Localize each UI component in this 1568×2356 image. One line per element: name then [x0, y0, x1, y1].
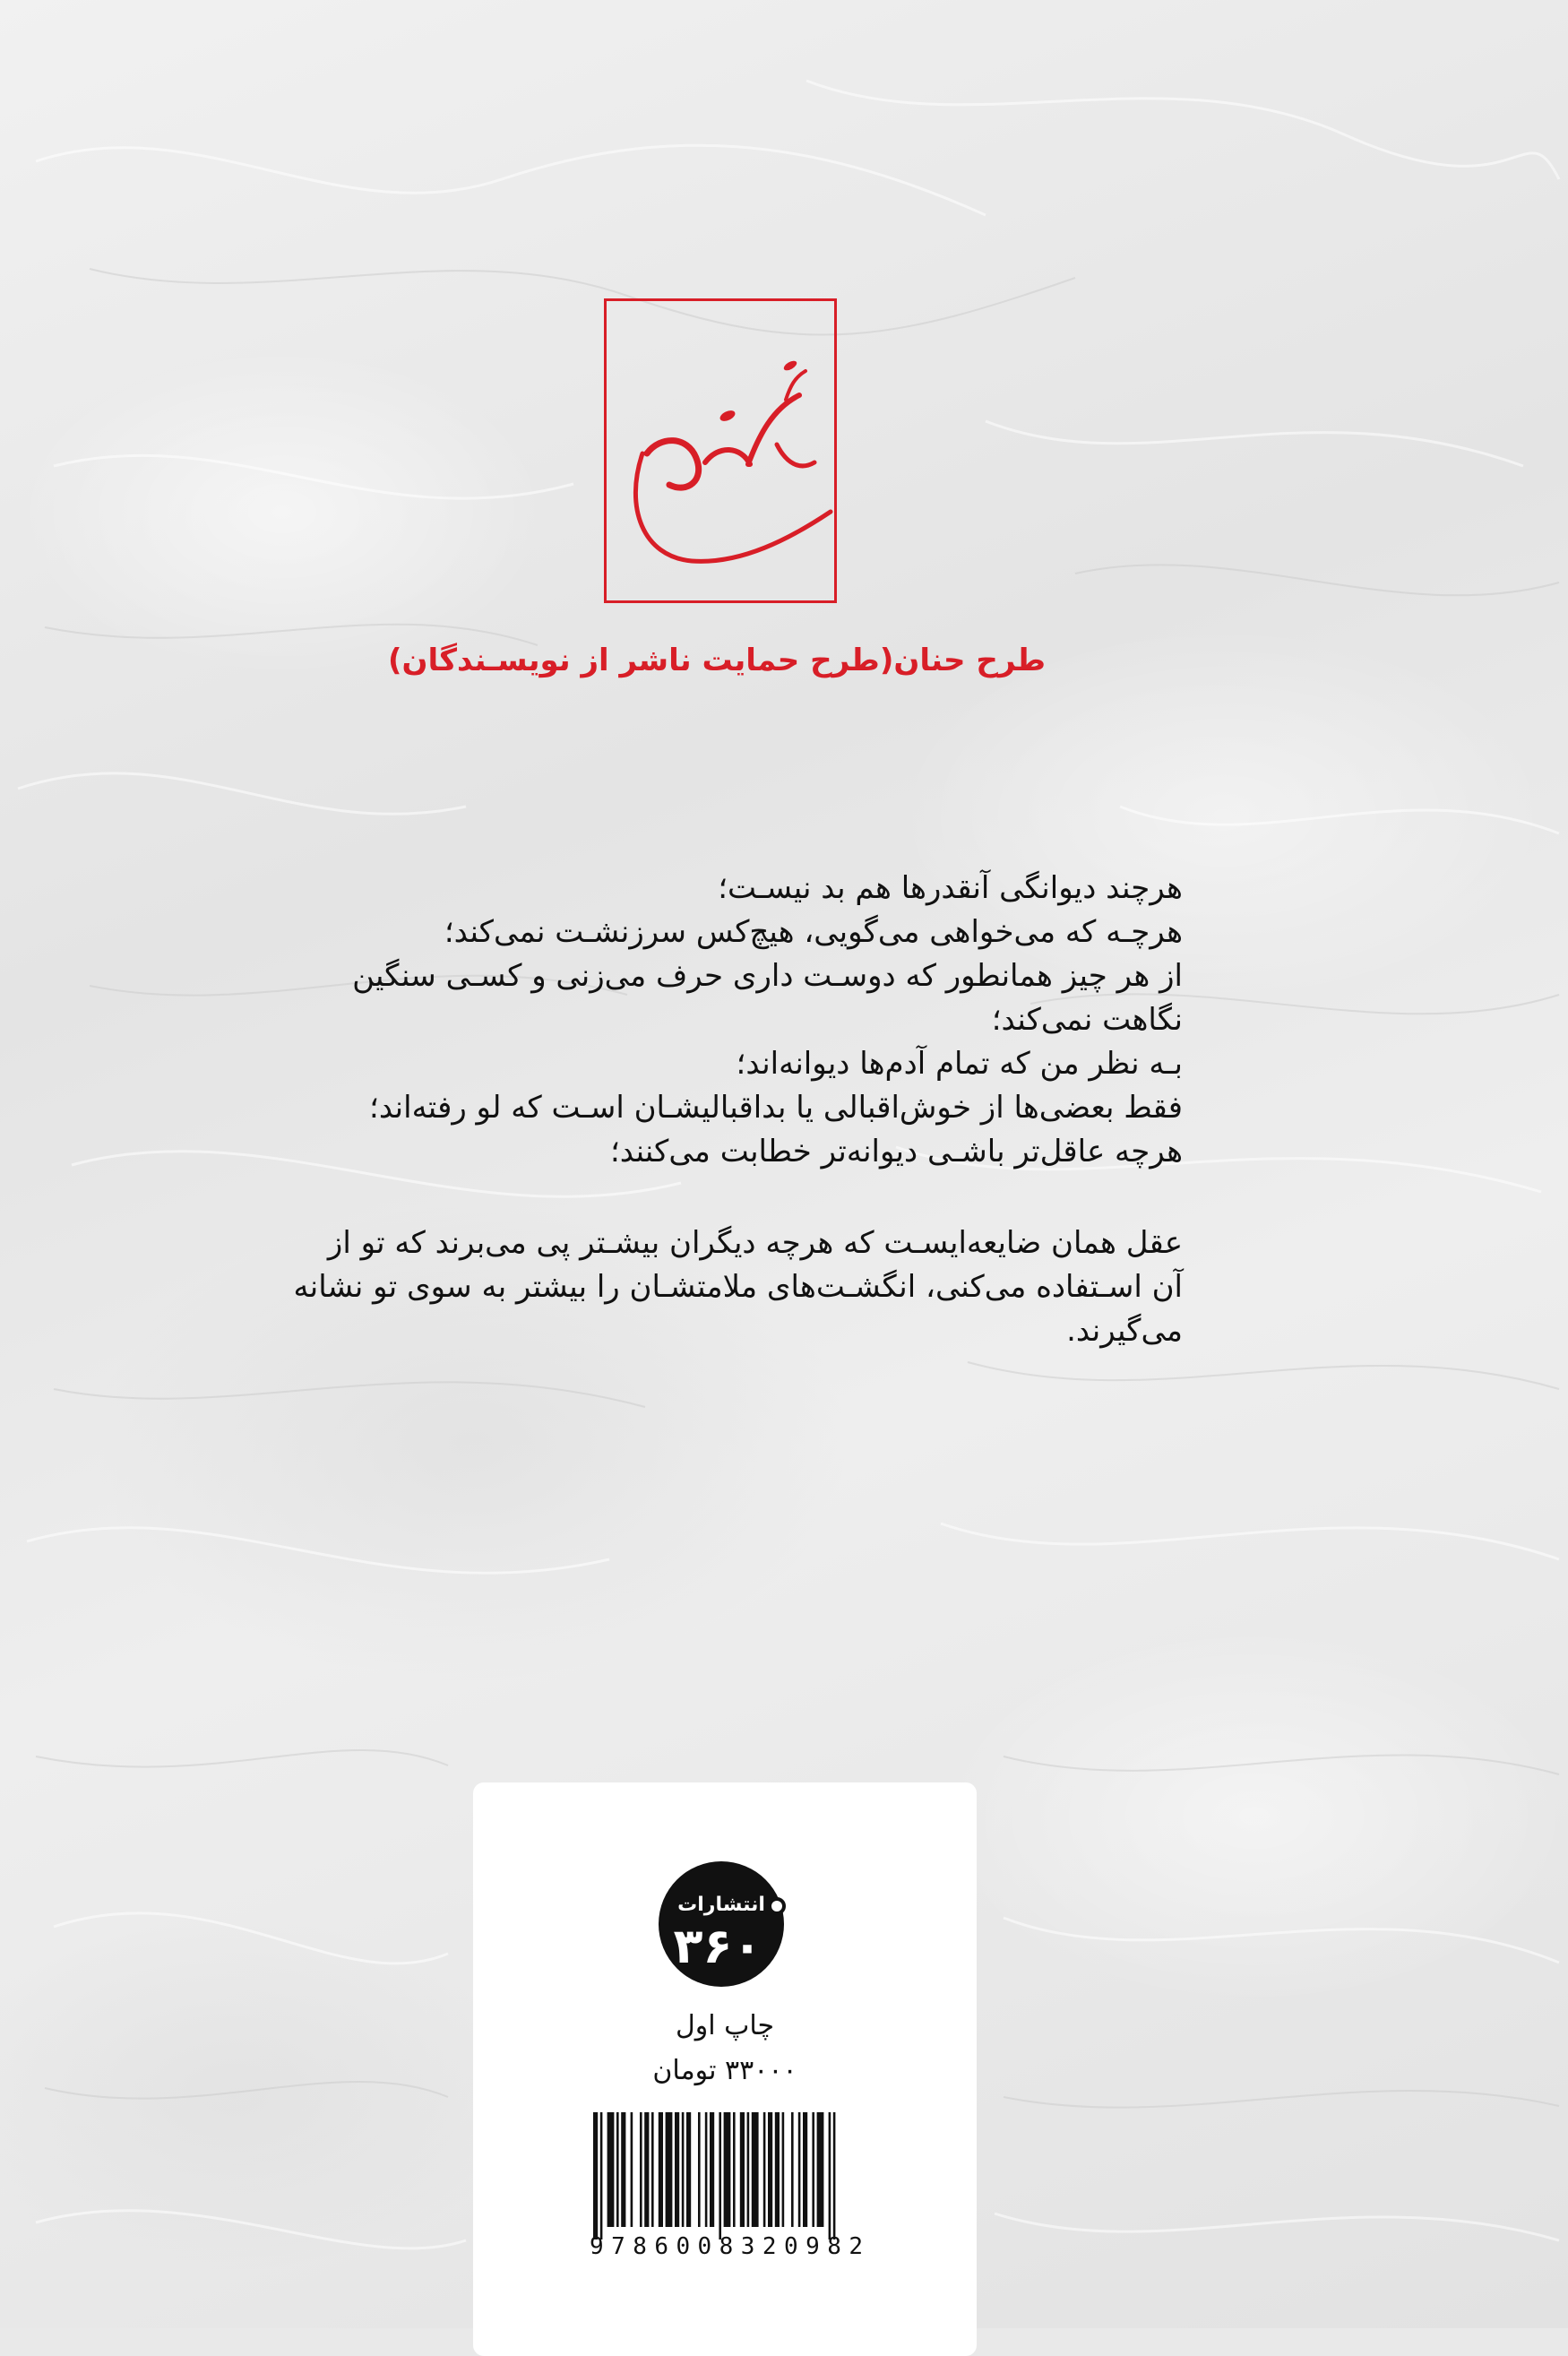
poem-block: [314, 867, 1183, 1174]
barcode-bar: [763, 2112, 766, 2227]
isbn-digit: 8: [719, 2233, 735, 2260]
barcode-bar: [600, 2112, 603, 2239]
barcode-bar: [659, 2112, 663, 2227]
poem-line: هرچـه که می‌خواهی می‌گویی، هیچ‌کس سرزنشـت نمی‌کند؛: [444, 914, 1183, 950]
barcode-bar: [686, 2112, 691, 2227]
barcode-bar: [733, 2112, 736, 2227]
barcode-bar: [833, 2112, 836, 2239]
publisher-logo-number: ۳۶۰: [673, 1918, 762, 1974]
isbn-digit: 8: [827, 2233, 842, 2260]
poem-line: از هر چیز همانطور که دوسـت داری حرف می‌زنی و کسـی سنگین: [352, 958, 1183, 994]
isbn-barcode: [590, 2112, 864, 2239]
barcode-bar: [644, 2112, 649, 2227]
barcode-bar: [747, 2112, 750, 2227]
prose-line: آن اسـتفاده می‌کنی، انگشـت‌های ملامتشـان را بیشتر به سوی تو نشانه: [293, 1269, 1183, 1305]
logo-caption: طرح حنان(طرح حمایت ناشر از نویسـندگان): [387, 643, 1047, 678]
hanan-logo-frame: [604, 298, 837, 603]
isbn-digit: 0: [697, 2233, 713, 2260]
isbn-digit: 2: [762, 2233, 778, 2260]
barcode-bar: [724, 2112, 731, 2227]
hanan-calligraphy-logo: [607, 301, 840, 606]
publisher-logo-word: انتشارات: [677, 1894, 765, 1916]
barcode-bar: [740, 2112, 745, 2227]
poem-line: فقط بعضی‌ها از خوش‌اقبالی یا بداقبالیشـان اسـت که لو رفته‌اند؛: [369, 1090, 1183, 1126]
prose-block: [293, 1221, 1183, 1353]
poem-line: هرچه عاقل‌تر باشـی دیوانه‌تر خطابت می‌کنند؛: [609, 1134, 1183, 1169]
barcode-bar: [768, 2112, 772, 2227]
barcode-bar: [607, 2112, 615, 2227]
barcode-bar: [791, 2112, 794, 2227]
isbn-digit: 6: [654, 2233, 669, 2260]
isbn-digit: 0: [676, 2233, 692, 2260]
barcode-bar: [593, 2112, 598, 2239]
isbn-digit: 2: [849, 2233, 864, 2260]
isbn-digit: 9: [806, 2233, 821, 2260]
publisher-panel: [473, 1782, 977, 2356]
barcode-bar: [752, 2112, 759, 2227]
edition-label: چاپ اول: [675, 2010, 775, 2041]
barcode-bar: [666, 2112, 673, 2227]
isbn-digit: 0: [783, 2233, 799, 2260]
poem-line: نگاهت نمی‌کند؛: [991, 1002, 1183, 1038]
barcode-bar: [775, 2112, 780, 2227]
poem-line: هرچند دیوانگی آنقدرها هم بد نیسـت؛: [718, 870, 1183, 906]
barcode-bar: [621, 2112, 625, 2227]
barcode-bar: [682, 2112, 685, 2227]
barcode-bar: [705, 2112, 708, 2227]
isbn-digit: 8: [633, 2233, 648, 2260]
barcode-bar: [640, 2112, 642, 2227]
barcode-bar: [698, 2112, 701, 2227]
barcode-bar: [817, 2112, 824, 2227]
prose-line: عقل همان ضایعه‌ایسـت که هرچه دیگران بیشـتر پی می‌برند که تو از: [327, 1225, 1183, 1261]
barcode-bar: [651, 2112, 654, 2227]
isbn-digits: [590, 2233, 864, 2260]
barcode-bar: [782, 2112, 785, 2227]
price-label: ۳۳۰۰۰ تومان: [652, 2055, 797, 2086]
publisher-logo: [657, 1857, 791, 1991]
poem-line: بـه نظر من که تمام آدم‌ها دیوانه‌اند؛: [736, 1046, 1183, 1082]
publisher-360-logo-icon: [657, 1857, 791, 1991]
barcode-bar: [616, 2112, 619, 2227]
barcode-bar: [710, 2112, 714, 2227]
isbn-digit: 9: [590, 2233, 605, 2260]
barcode-bar: [719, 2112, 721, 2239]
barcode-bar: [803, 2112, 807, 2227]
barcode-bar: [812, 2112, 814, 2227]
isbn-digit: 7: [611, 2233, 626, 2260]
barcode-bar: [675, 2112, 679, 2227]
barcode-bar: [631, 2112, 633, 2227]
barcode-bar: [829, 2112, 831, 2239]
prose-line: می‌گیرند.: [1066, 1313, 1183, 1349]
isbn-digit: 3: [740, 2233, 756, 2260]
barcode-bar: [798, 2112, 801, 2227]
